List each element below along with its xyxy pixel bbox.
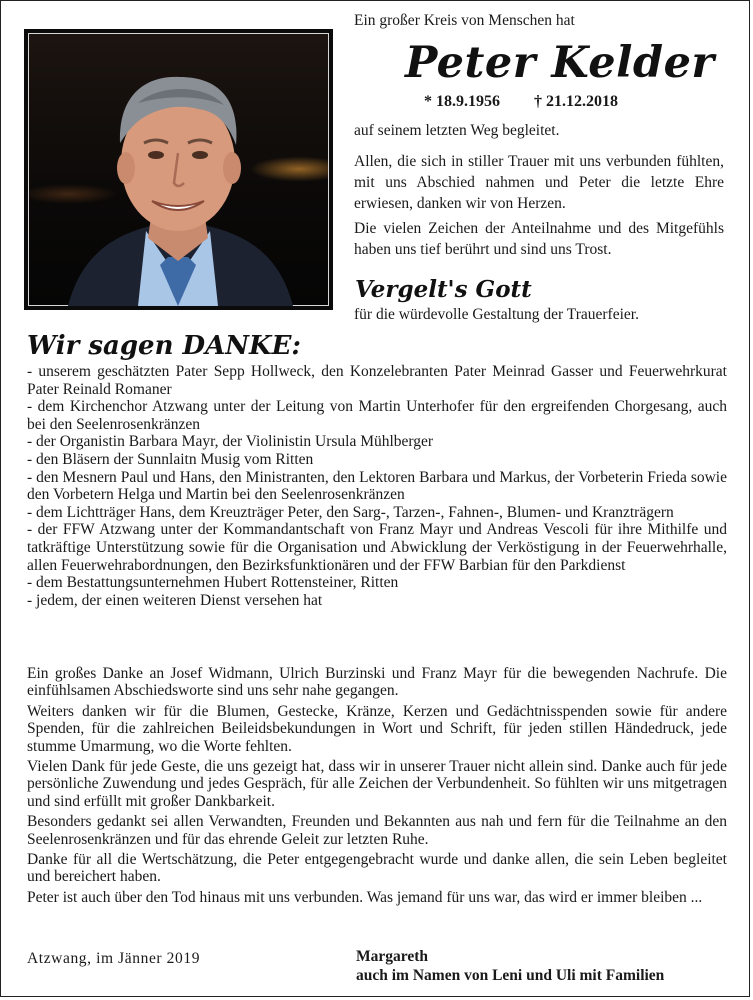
paragraph: Vielen Dank für jede Geste, die uns gezeigt hat, dass wir in unserer Trauer nicht allein sind. Danke auch für jede persönliche Zuwendung und jedes Gespräch, für alle Zeichen der Verbundenheit. So fühlten wir uns mitgetragen und sind erfüllt mit großer Dankbarkeit. (27, 758, 727, 810)
thanks-list (27, 363, 727, 609)
signer-name: Margareth (356, 948, 429, 965)
thanks-heading: Wir sagen DANKE: (27, 331, 302, 361)
list-item: - dem Kirchenchor Atzwang unter der Leitung von Martin Unterhofer für den ergreifenden Chorgesang, auch bei den Seelenrosenkränzen (27, 398, 727, 433)
deceased-name: Peter Kelder (405, 38, 715, 88)
paragraph: Ein großes Danke an Josef Widmann, Ulrich Burzinski und Franz Mayr für die bewegenden Nachrufe. Die einfühlsamen Abschiedsworte sind uns sehr nahe gegangen. (27, 665, 727, 700)
portrait-figure (28, 33, 329, 306)
list-item: - jedem, der einen weiteren Dienst versehen hat (27, 591, 323, 609)
portrait-photo (24, 29, 333, 310)
place-date: Atzwang, im Jänner 2019 (27, 950, 201, 967)
paragraph: Danke für all die Wertschätzung, die Peter entgegengebracht wurde und danke allen, die sein Leben begleitet und bereichert haben. (27, 851, 727, 886)
list-item: - dem Bestattungsunternehmen Hubert Rottensteiner, Ritten (27, 574, 399, 592)
paragraph: Peter ist auch über den Tod hinaus mit uns verbunden. Was jemand für uns war, das wird er immer bleiben ... (27, 888, 703, 906)
paragraph: Weiters danken wir für die Blumen, Gestecke, Kränze, Kerzen und Gedächtnisspenden sowie für andere Spenden, für die zahlreichen Beileidsbekundungen in Wort und Schrift, für jeden stillen Händedruck, jede stumme Umarmung, wo die Worte fehlten. (27, 702, 727, 755)
vergelt-heading: Vergelt's Gott (355, 276, 532, 303)
body-text (27, 665, 727, 909)
signer-line: auch im Namen von Leni und Uli mit Familien (356, 966, 665, 984)
list-item: - den Mesnern Paul und Hans, den Ministranten, den Lektoren Barbara und Markus, der Vorbeterin Frieda sowie den Vorbetern Helga und Martin bei den Seelenrosenkränzen (27, 468, 727, 504)
vergelt-text: für die würdevolle Gestaltung der Trauerfeier. (354, 306, 639, 323)
list-item: - unserem geschätzten Pater Sepp Hollweck, den Konzelebranten Pater Meinrad Gasser und Feuerwehrkurat Pater Reinald Romaner (27, 363, 727, 398)
birth-date: * 18.9.1956 (424, 93, 500, 110)
list-item: - der FFW Atzwang unter der Kommandantschaft von Franz Mayr und Andreas Vescoli für ihre Mithilfe und tatkräftige Unterstützung sowie für die Organisation und Abwicklung der Verköstigung in der Feuerwehrhalle, allen Feuerwehrabordnungen, den Bezirksfunktionären und der FFW Barbian für den Parkdienst (27, 521, 727, 574)
list-item: - den Bläsern der Sunnlaitn Musig vom Ritten (27, 450, 314, 468)
death-date: † 21.12.2018 (534, 93, 618, 110)
signature-block (356, 948, 664, 985)
sympathy-paragraph: Die vielen Zeichen der Anteilnahme und des Mitgefühls haben uns tief berührt und sind uns Trost. (354, 220, 724, 258)
condolence-paragraph: Allen, die sich in stiller Trauer mit uns verbunden fühlten, mit uns Abschied nahmen und Peter die letzte Ehre erwiesen, danken wir von Herzen. (354, 153, 724, 212)
life-dates (424, 93, 618, 111)
after-name-line: auf seinem letzten Weg begleitet. (354, 122, 560, 139)
list-item: - dem Lichtträger Hans, dem Kreuzträger Peter, den Sarg-, Tarzen-, Fahnen-, Blumen- und Kranzträgern (27, 503, 674, 521)
list-item: - der Organistin Barbara Mayr, der Violinistin Ursula Mühlberger (27, 433, 434, 451)
intro-line: Ein großer Kreis von Menschen hat (354, 12, 575, 29)
paragraph: Besonders gedankt sei allen Verwandten, Freunden und Bekannten aus nah und fern für die Teilnahme an den Seelenrosenkränzen und für das ehrende Geleit zur letzten Ruhe. (27, 813, 727, 848)
